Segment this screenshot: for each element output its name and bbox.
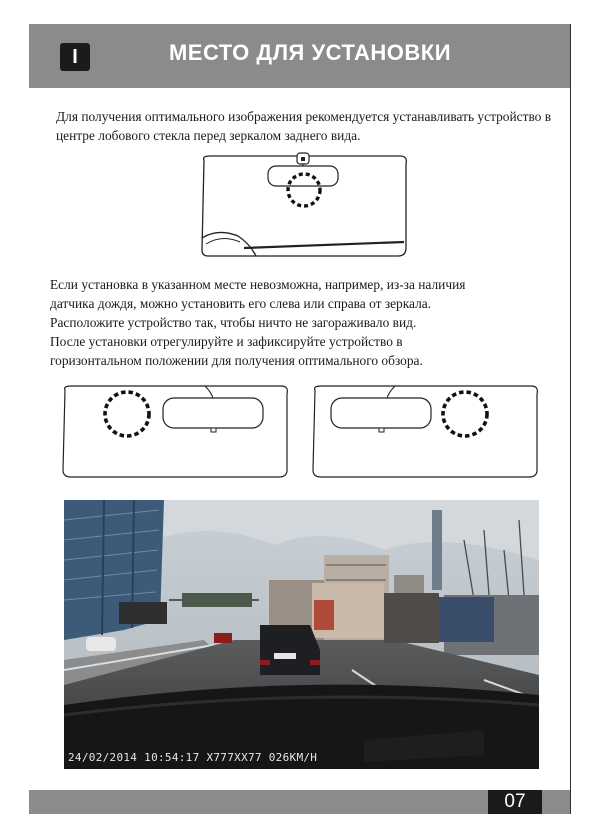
windshield-left-mount-illustration <box>61 384 291 480</box>
dashcam-timestamp-overlay: 24/02/2014 10:54:17 X777XX77 026KM/H <box>68 751 318 764</box>
page-border <box>570 24 571 814</box>
windshield-center-mount-illustration <box>198 152 410 260</box>
windshield-right-mount-illustration <box>311 384 541 480</box>
dashcam-sample-photo <box>64 500 539 769</box>
page-title: МЕСТО ДЛЯ УСТАНОВКИ <box>168 40 452 65</box>
section-number-badge: I <box>60 43 90 71</box>
alternative-mount-paragraph: Если установка в указанном месте невозможна, например, из-за наличия датчика дождя, можно установить его слева или справа от зеркала. Расположите устройство так, чтобы ничто не загораживало вид. После установки отрегулируйте и зафиксируйте устройство в горизонтальном положении для получения оптимального обзора. <box>50 277 466 368</box>
page-number: 07 <box>488 790 542 814</box>
intro-paragraph: Для получения оптимального изображения рекомендуется устанавливать устройство в центре лобового стекла перед зеркалом заднего вида. <box>56 109 552 143</box>
